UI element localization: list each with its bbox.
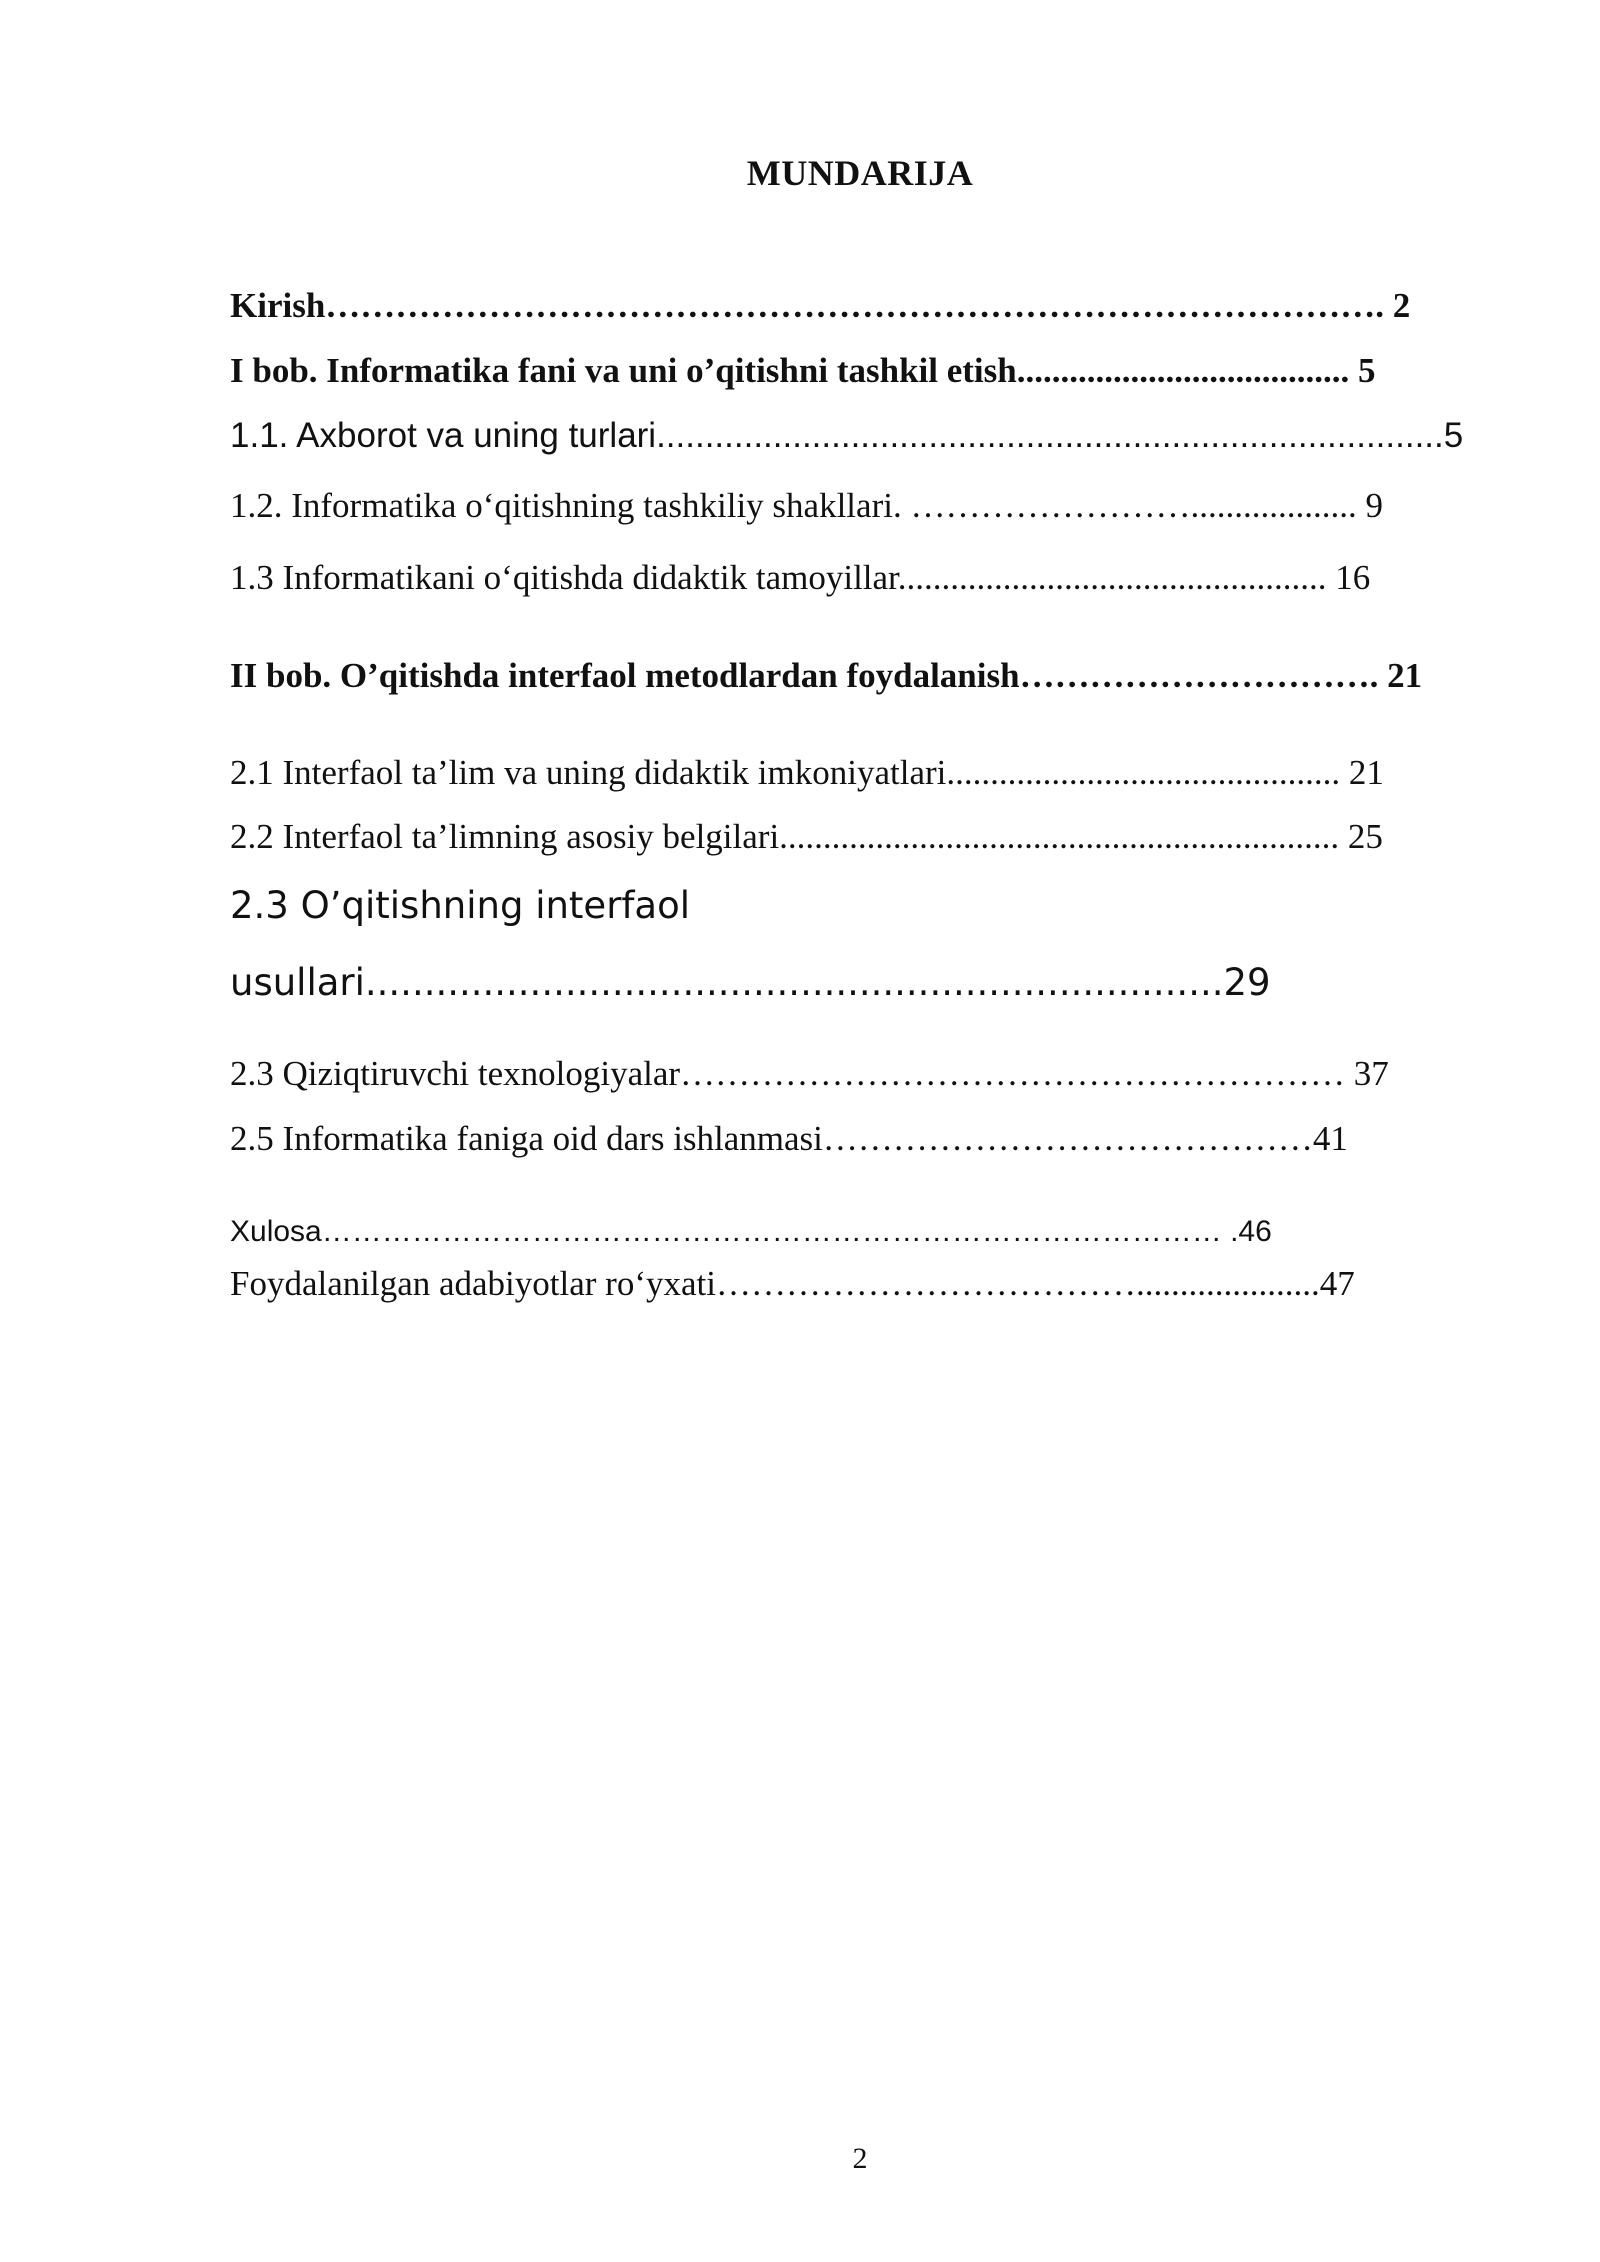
toc-entry-2-3-line-1: 2.3 O’qitishning interfaol (230, 884, 691, 927)
toc-entry-1-3: 1.3 Informatikani o‘qitishda didaktik tamoyillar................................................. 16 (230, 558, 1371, 597)
toc-entry-chapter-2: II bob. O’qitishda interfaol metodlardan foydalanish…………………………. 21 (230, 656, 1423, 695)
page-title: MUNDARIJA (746, 153, 974, 193)
toc-entry-2-3b: 2.3 Qiziqtiruvchi texnologiyalar………………………………………………… 37 (230, 1054, 1389, 1093)
toc-entry-2-1: 2.1 Interfaol ta’lim va uning didaktik imkoniyatlari............................................. 21 (230, 753, 1384, 792)
toc-entry-1-1 (230, 414, 1482, 458)
toc-entry-1-1-label: 1.1. Axborot va uning turlari.................................................................................5 (230, 416, 1464, 455)
toc-entry-references: Foydalanilgan adabiyotlar ro‘yxati……………………………….....................47 (230, 1264, 1355, 1303)
toc-entry-2-2: 2.2 Interfaol ta’limning asosiy belgilari................................................................ 25 (230, 817, 1383, 856)
toc-entry-conclusion: Xulosa……………………………………………………………………………… .46 (230, 1215, 1272, 1248)
toc-entry-chapter-1: I bob. Informatika fani va uni o’qitishni tashkil etish...................................... 5 (230, 351, 1376, 390)
toc-entry-introduction: Kirish………………………………………………………………………………. 2 (230, 286, 1411, 325)
toc-entry-2-3-line-2: usullari.........................................................................29 (230, 961, 1271, 1004)
toc-entry-2-5: 2.5 Informatika faniga oid dars ishlanmasi……………………………………41 (230, 1119, 1348, 1158)
page-number: 2 (852, 2142, 868, 2175)
toc-entry-1-2: 1.2. Informatika o‘qitishning tashkiliy shakllari. ……………………................... 9 (230, 486, 1383, 525)
